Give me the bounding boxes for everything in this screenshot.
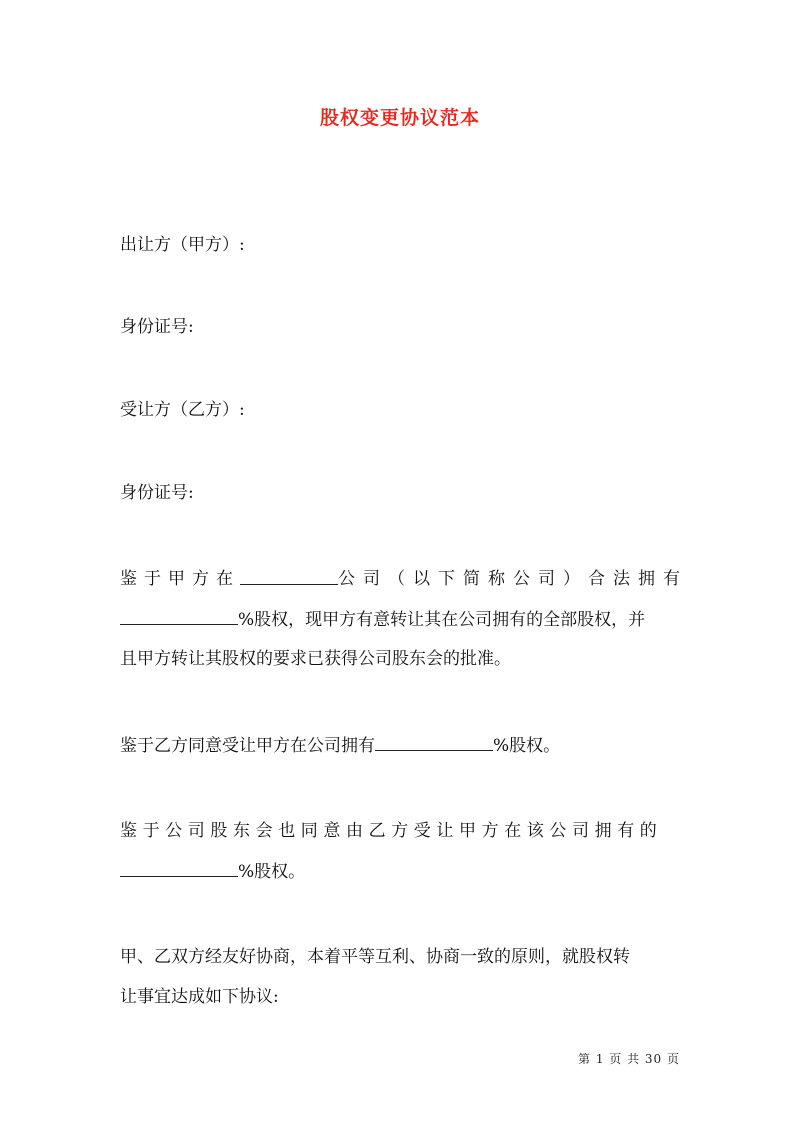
share-percent-blank-2 xyxy=(375,732,493,751)
share-percent-blank-3 xyxy=(120,858,238,877)
transferor-field: 出让方（甲方）: xyxy=(120,235,245,255)
transferee-field: 受让方（乙方）: xyxy=(120,400,245,420)
page-number: 第 1 页 共 30 页 xyxy=(578,1052,680,1066)
para1-line1-start: 鉴于甲方在 xyxy=(120,569,240,589)
para4-line1: 甲、乙双方经友好协商，本着平等互利、协商一致的原则，就股权转 xyxy=(120,947,630,967)
document-title: 股权变更协议范本 xyxy=(319,107,480,129)
para1-line2-text: %股权，现甲方有意转让其在公司拥有的全部股权，并 xyxy=(238,610,646,630)
company-name-blank xyxy=(240,566,338,585)
share-percent-blank-1 xyxy=(120,606,238,625)
para2-line1 xyxy=(120,732,680,759)
para2-text-start: 鉴于乙方同意受让甲方在公司拥有 xyxy=(120,736,375,756)
transferee-id-field: 身份证号: xyxy=(120,483,194,503)
para1-line3: 且甲方转让其股权的要求已获得公司股东会的批准。 xyxy=(120,649,511,669)
para3-line2-text: %股权。 xyxy=(238,862,306,882)
para3-line2 xyxy=(120,858,680,885)
para4-line2: 让事宜达成如下协议: xyxy=(120,987,279,1007)
para1-line1-end: 公司（以下简称公司）合法拥有 xyxy=(338,569,688,589)
transferor-id-field: 身份证号: xyxy=(120,317,194,337)
para2-text-end: %股权。 xyxy=(493,736,561,756)
para1-line2 xyxy=(120,606,680,633)
para3-line1: 鉴于公司股东会也同意由乙方受让甲方在该公司拥有的 xyxy=(120,821,663,841)
para1-line1 xyxy=(120,566,688,592)
